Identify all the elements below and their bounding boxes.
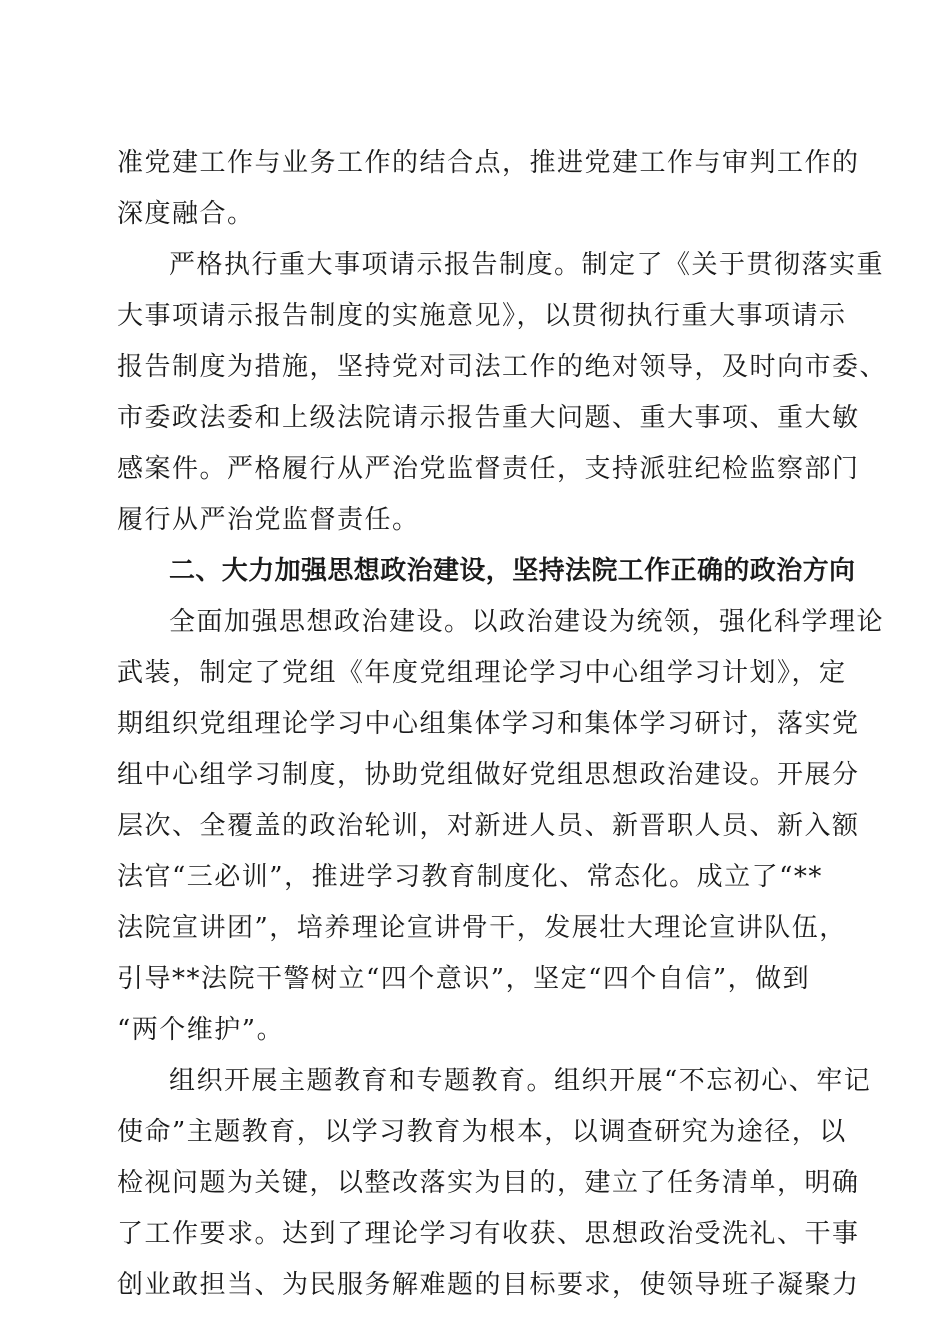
- text-line: 层次、全覆盖的政治轮训，对新进人员、新晋职人员、新入额: [117, 811, 860, 841]
- text-line: 引导**法院干警树立“四个意识”，坚定“四个自信”，做到: [117, 964, 811, 994]
- text-line: 准党建工作与业务工作的结合点，推进党建工作与审判工作的: [117, 148, 860, 178]
- text-line: 武装，制定了党组《年度党组理论学习中心组学习计划》，定: [117, 658, 847, 688]
- text-line: 报告制度为措施，坚持党对司法工作的绝对领导，及时向市委、: [117, 352, 888, 382]
- paragraph-continuation: [117, 138, 860, 240]
- text-line: 感案件。严格履行从严治党监督责任，支持派驻纪检监察部门: [117, 454, 860, 484]
- text-line: 了工作要求。达到了理论学习有收获、思想政治受洗礼、干事: [117, 1219, 860, 1249]
- text-line: 严格执行重大事项请示报告制度。制定了《关于贯彻落实重: [169, 250, 885, 280]
- text-line: 法院宣讲团”，培养理论宣讲骨干，发展壮大理论宣讲队伍，: [117, 913, 847, 943]
- text-line: 组织开展主题教育和专题教育。组织开展“不忘初心、牢记: [169, 1066, 872, 1096]
- paragraph-political-construction: [117, 597, 885, 1056]
- text-line: 履行从严治党监督责任。: [117, 505, 420, 535]
- paragraph-thematic-education: [117, 1056, 872, 1311]
- document-body: [117, 138, 888, 1311]
- text-line: 大事项请示报告制度的实施意见》，以贯彻执行重大事项请示: [117, 301, 847, 331]
- text-line: 组中心组学习制度，协助党组做好党组思想政治建设。开展分: [117, 760, 860, 790]
- text-line: 深度融合。: [117, 199, 255, 229]
- text-line: 期组织党组理论学习中心组集体学习和集体学习研讨，落实党: [117, 709, 860, 739]
- section-heading: [117, 546, 856, 597]
- text-line: 创业敢担当、为民服务解难题的目标要求，使领导班子凝聚力: [117, 1270, 860, 1300]
- text-line: 全面加强思想政治建设。以政治建设为统领，强化科学理论: [169, 607, 885, 637]
- text-line: 法官“三必训”，推进学习教育制度化、常态化。成立了“**: [117, 862, 823, 892]
- text-line: 检视问题为关键，以整改落实为目的，建立了任务清单，明确: [117, 1168, 860, 1198]
- text-line: 市委政法委和上级法院请示报告重大问题、重大事项、重大敏: [117, 403, 860, 433]
- text-line: “两个维护”。: [117, 1015, 285, 1045]
- paragraph-reporting-system: [117, 240, 888, 546]
- text-line: 使命”主题教育，以学习教育为根本，以调查研究为途径，以: [117, 1117, 847, 1147]
- heading-text: 二、大力加强思想政治建设，坚持法院工作正确的政治方向: [169, 556, 856, 586]
